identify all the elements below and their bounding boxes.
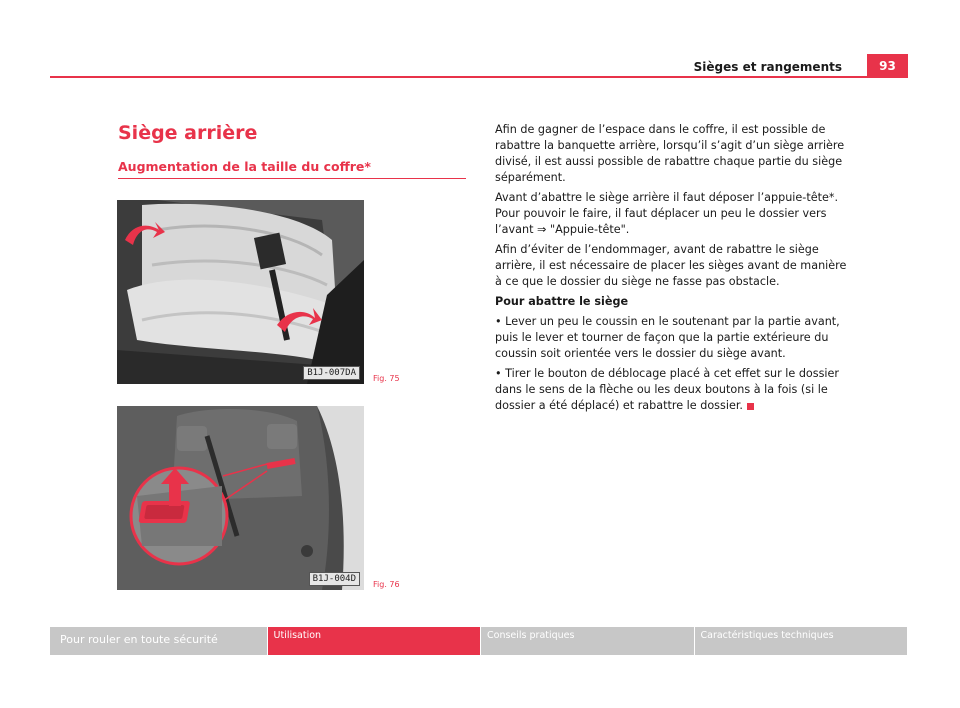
figure-code: B1J-004D <box>309 572 360 586</box>
footer-tab-conseils[interactable]: Conseils pratiques <box>481 627 695 655</box>
page-number: 93 <box>867 54 908 78</box>
subsection-title: Augmentation de la taille du coffre* <box>118 159 371 174</box>
paragraph: Afin d’éviter de l’endommager, avant de rabattre le siège arrière, il est nécessaire de placer les sièges avant de manière à ce que le dossier du siège ne fasse pas obstacle. <box>495 243 847 288</box>
paragraph: Afin de gagner de l’espace dans le coffre, il est possible de rabattre la banquette arrière, lorsqu’il s’agit d’un siège arrière divisé, il est aussi possible de rabattre chaque partie du siège séparément. <box>495 123 845 184</box>
seat-cushion-illustration <box>117 200 364 384</box>
running-header: Sièges et rangements <box>693 60 842 74</box>
subsection-rule <box>118 178 466 179</box>
footer-tab-utilisation[interactable]: Utilisation <box>268 627 482 655</box>
instruction-heading: Pour abattre le siège <box>495 295 629 308</box>
body-text <box>495 122 847 418</box>
figure-code: B1J-007DA <box>303 366 360 380</box>
bullet-item <box>495 366 847 414</box>
figure-caption: Fig. 75 <box>373 374 400 383</box>
footer-tab-caracteristiques[interactable]: Caractéristiques techniques <box>695 627 909 655</box>
paragraph: Avant d’abattre le siège arrière il faut déposer l’appuie-tête*. Pour pouvoir le faire, il faut déplacer un peu le dossier vers l’avant ⇒ "Appuie-tête". <box>495 191 839 236</box>
end-of-section-icon <box>747 403 754 410</box>
bullet-item: • Lever un peu le coussin en le soutenant par la partie avant, puis le lever et tourner de façon que la partie extérieure du coussin soit orientée vers le dossier du siège avant. <box>495 315 840 360</box>
figure-caption: Fig. 76 <box>373 580 400 589</box>
footer-tab-securite[interactable]: Pour rouler en toute sécurité <box>50 627 268 655</box>
bullet-text: • Tirer le bouton de déblocage placé à cet effet sur le dossier dans le sens de la flèche ou les deux boutons à la fois (si le dossier a été déplacé) et rabattre le dossier. <box>495 367 840 412</box>
header-rule <box>50 76 908 78</box>
footer-nav <box>50 627 908 655</box>
figure-rear-seat-cushion <box>117 200 364 384</box>
figure-release-button <box>117 406 364 590</box>
release-button-illustration <box>117 406 364 590</box>
section-title: Siège arrière <box>118 122 258 144</box>
